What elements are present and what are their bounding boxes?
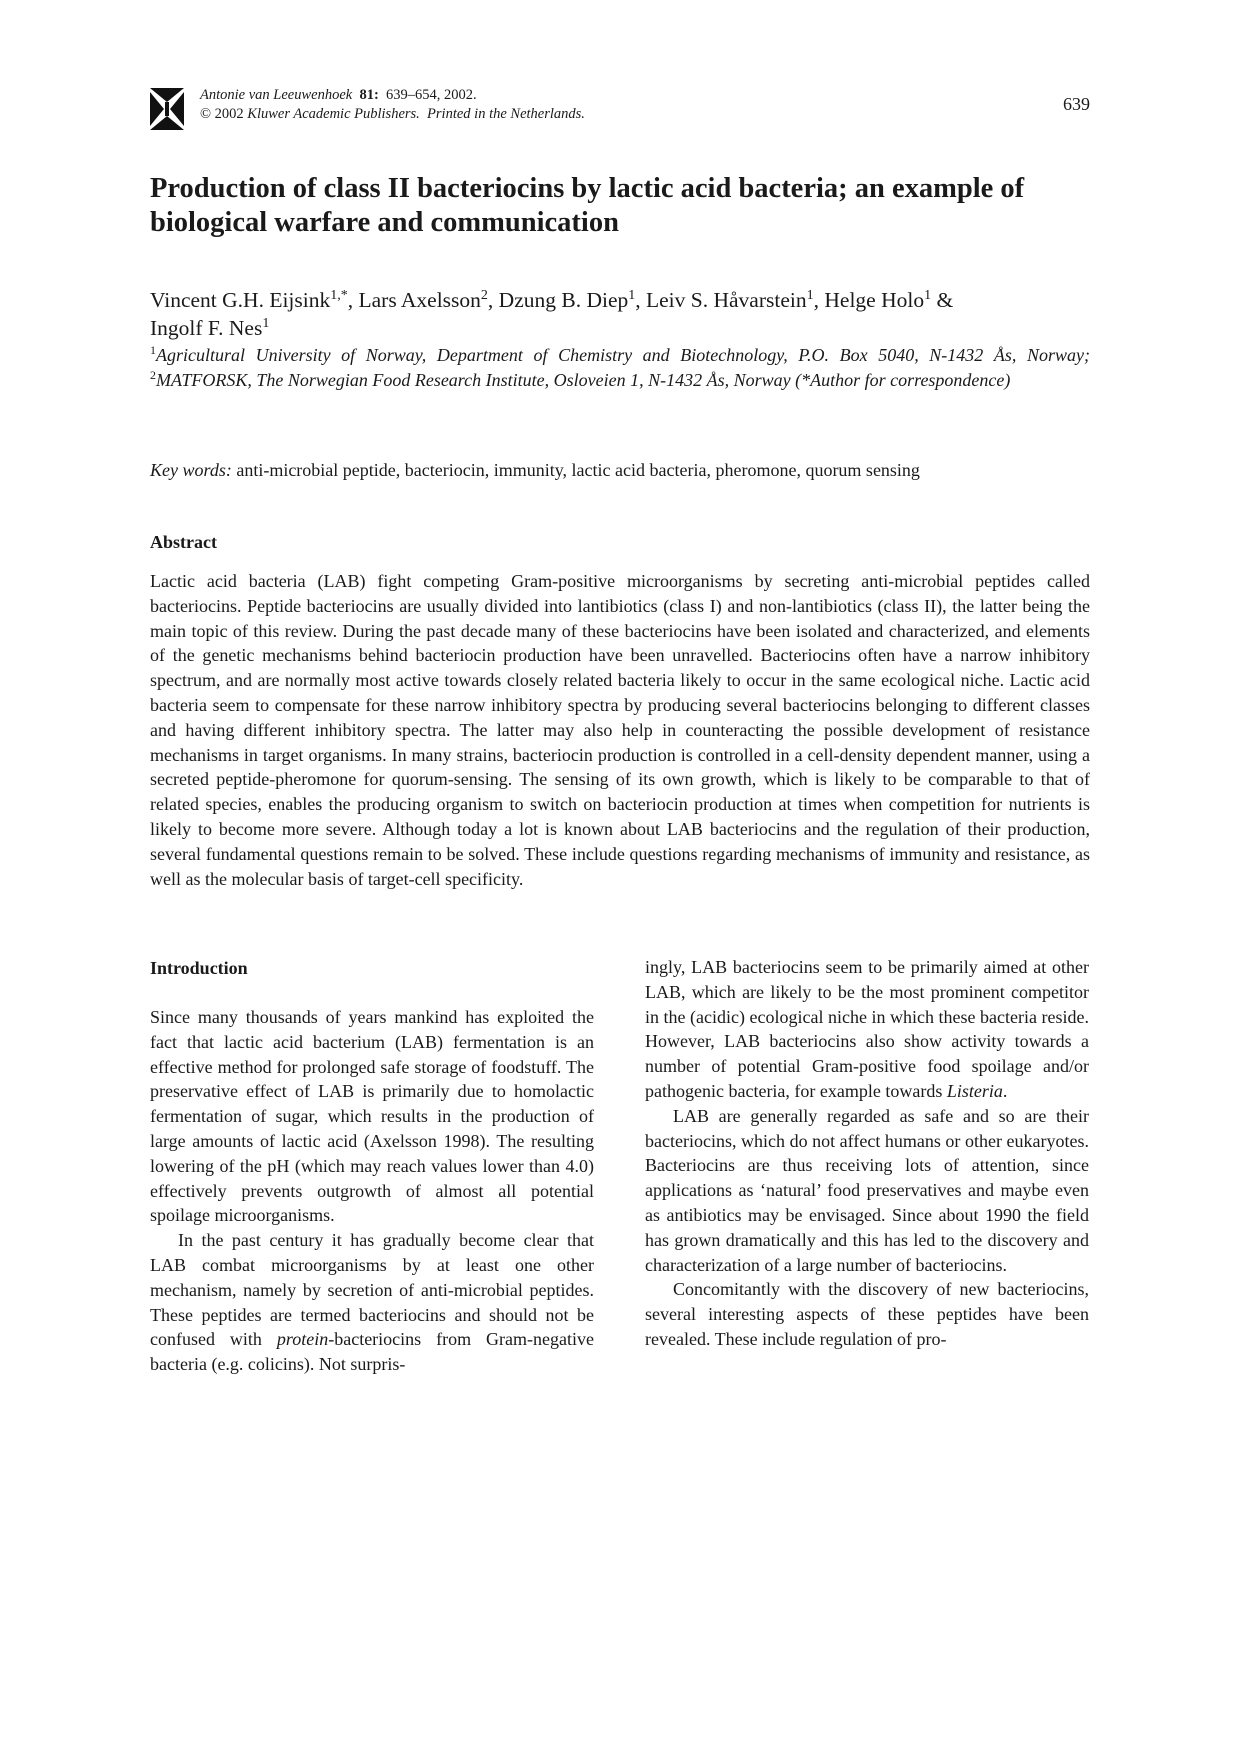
author-name: Vincent G.H. Eijsink (150, 288, 331, 312)
left-column (150, 1005, 594, 1377)
author-name: Lars Axelsson (358, 288, 481, 312)
printed-location: Printed in the Netherlands. (427, 106, 585, 122)
paragraph (150, 1228, 594, 1377)
journal-volume: 81: (359, 87, 379, 103)
page-number: 639 (1063, 94, 1090, 114)
keywords (150, 460, 1090, 481)
author-separator: & (931, 288, 954, 312)
author-affiliation-mark: 2 (480, 288, 488, 303)
journal-pages: 639–654, 2002. (386, 87, 477, 103)
paragraph: Since many thousands of years mankind has exploited the fact that lactic acid bacterium (LAB) fermentation is an effective method for prolonged safe storage of foodstuff. The preservative effect of LAB is primarily due to homolactic fermentation of sugar, which results in the production of large amounts of lactic acid (Axelsson 1998). The resulting lowering of the pH (which may reach values lower than 4.0) effectively prevents outgrowth of almost all potential spoilage microorganisms. (150, 1007, 594, 1226)
paragraph (645, 955, 1089, 1104)
affiliation-1: Agricultural University of Norway, Department of Chemistry and Biotechnology, P.O. Box 5040, N-1432 Ås, Norway; (156, 345, 1090, 365)
author-separator: , (487, 288, 499, 312)
emphasis: protein (276, 1329, 329, 1350)
author-name: Leiv S. Håvarstein (646, 288, 807, 312)
emphasis: Listeria (946, 1080, 1003, 1101)
affiliation-2: MATFORSK, The Norwegian Food Research Institute, Osloveien 1, N-1432 Ås, Norway (*Author for correspondence) (156, 369, 1011, 390)
author-list (150, 286, 1090, 342)
publisher-logo-icon (150, 88, 184, 130)
author-affiliation-mark: 1 (806, 288, 814, 303)
author-affiliation-mark: 1,* (330, 288, 348, 303)
journal-citation (200, 86, 585, 124)
publisher: Kluwer Academic Publishers. (247, 106, 420, 122)
abstract-heading: Abstract (150, 532, 217, 552)
keywords-label: Key words: (150, 460, 232, 480)
author-separator: , (347, 288, 359, 312)
author-separator: , (635, 288, 646, 312)
author-name: Helge Holo (824, 288, 925, 312)
affiliation-mark: 2 (150, 367, 156, 382)
journal-name: Antonie van Leeuwenhoek (200, 87, 353, 103)
paragraph: Concomitantly with the discovery of new bacteriocins, several interesting aspects of these peptides have been revealed. These include regulation of pro- (645, 1279, 1089, 1349)
author-separator: , (813, 288, 825, 312)
copyright: © 2002 (200, 106, 244, 122)
paragraph-text: . (1002, 1080, 1008, 1101)
author-affiliation-mark: 1 (628, 288, 636, 303)
paper-title: Production of class II bacteriocins by lactic acid bacteria; an example of biological warfare and communication (150, 173, 1025, 238)
affiliations (150, 343, 1090, 392)
author-affiliation-mark: 1 (262, 316, 270, 331)
author-affiliation-mark: 1 (924, 288, 932, 303)
keywords-text: anti-microbial peptide, bacteriocin, immunity, lactic acid bacteria, pheromone, quorum sensing (236, 460, 920, 480)
author-name: Ingolf F. Nes (150, 316, 263, 340)
paragraph: LAB are generally regarded as safe and so are their bacteriocins, which do not affect humans or other eukaryotes. Bacteriocins are thus receiving lots of attention, since applications as ‘natural’ food preservatives and maybe even as antibiotics may be envisaged. Since about 1990 the field has grown dramatically and this has led to the discovery and characterization of a large number of bacteriocins. (645, 1105, 1089, 1275)
affiliation-mark: 1 (150, 343, 156, 357)
introduction-heading: Introduction (150, 958, 248, 978)
paragraph-text: -bacteriocins from Gram-negative bacteria (e.g. colicins). Not surpris- (150, 1329, 595, 1375)
abstract-text: Lactic acid bacteria (LAB) fight competing Gram-positive microorganisms by secreting anti-microbial peptides called bacteriocins. Peptide bacteriocins are usually divided into lantibiotics (class I) and non-lantibiotics (class II), the latter being the main topic of this review. During the past decade many of these bacteriocins have been isolated and characterized, and elements of the genetic mechanisms behind bacteriocin production have been unravelled. Bacteriocins often have a narrow inhibitory spectrum, and are normally most active towards closely related bacteria likely to occur in the same ecological niche. Lactic acid bacteria seem to compensate for these narrow inhibitory spectra by producing several bacteriocins belonging to different classes and having different inhibitory spectra. The latter may also help in counteracting the possible development of resistance mechanisms in target organisms. In many strains, bacteriocin production is controlled in a cell-density dependent manner, using a secreted peptide-pheromone for quorum-sensing. The sensing of its own growth, which is likely to be comparable to that of related species, enables the producing organism to switch on bacteriocin production at times when competition for nutrients is likely to become more severe. Although today a lot is known about LAB bacteriocins and the regulation of their production, several fundamental questions remain to be solved. These include questions regarding mechanisms of immunity and resistance, as well as the molecular basis of target-cell specificity. (150, 571, 1090, 889)
author-name: Dzung B. Diep (498, 288, 629, 312)
right-column (645, 955, 1089, 1352)
paragraph-text: ingly, LAB bacteriocins seem to be primarily aimed at other LAB, which are likely to be the most prominent competitor in the (acidic) ecological niche in which these bacteria reside. However, LAB bacteriocins also show activity towards a number of potential Gram-positive food spoilage and/or pathogenic bacteria, for example towards (645, 957, 1089, 1101)
paragraph-text: In the past century it has gradually become clear that LAB combat microorganisms by at least one other mechanism, namely by secretion of anti-microbial peptides. These peptides are termed bacteriocins and should not be confused with (150, 1230, 594, 1350)
page-header (150, 86, 1090, 134)
